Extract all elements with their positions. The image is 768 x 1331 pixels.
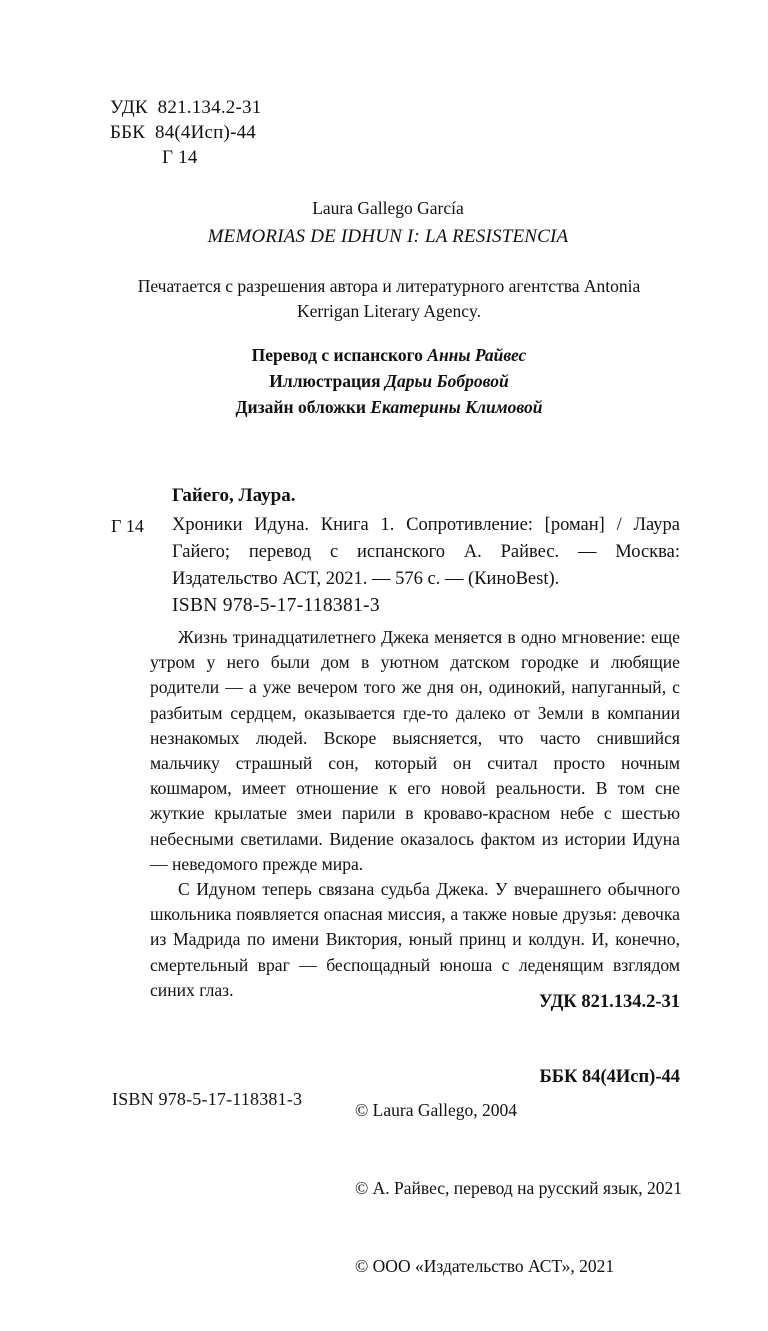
original-title: MEMORIAS DE IDHUN I: LA RESISTENCIA [207, 226, 569, 247]
udk-line: УДК 821.134.2-31 [110, 97, 262, 118]
copyright-block [355, 1045, 682, 1331]
cover-design-credit [112, 394, 666, 420]
original-edition-block [110, 196, 666, 250]
credits-block [112, 342, 666, 420]
copyright-line: © А. Райвес, перевод на русский язык, 2021 [355, 1178, 683, 1198]
cip-description: Хроники Идуна. Книга 1. Сопротивление: [роман] / Лаура Гайего; перевод с испанского А. Райвес. — Москва: Издательство АСТ, 2021. — 576 с. — (КиноBest). [172, 515, 680, 589]
isbn-primary: ISBN 978-5-17-118381-3 [172, 595, 380, 616]
illustration-credit [112, 368, 666, 394]
original-author: Laura Gallego García [312, 198, 464, 218]
bbk-line: ББК 84(4Исп)-44 [110, 122, 256, 143]
copyright-line: © ООО «Издательство АСТ», 2021 [355, 1256, 615, 1276]
cip-author-heading: Гайего, Лаура. [172, 485, 296, 506]
translator-name: Анны Райвес [427, 345, 527, 365]
illustrator-name: Дарьи Бобровой [384, 371, 509, 391]
illustration-label: Иллюстрация [269, 371, 385, 391]
annotation-paragraph: Жизнь тринадцатилетнего Джека меняется в одно мгновение: еще утром у него были дом в уютном датском городке и любящие родители — а уже вечером того же дня он, одинокий, напуганный, с разбитым сердцем, оказывается где-то далеко от Земли в компании незнакомых людей. Вскоре выясняется, что часто снившийся мальчику страшный сон, который он считал просто ночным кошмаром, имеет отношение к его новой реальности. В том сне жуткие крылатые змеи парили в кроваво-красном небе с шестью небесными светилами. Видение оказалось фактом из истории Идуна — неведомого прежде мира. [150, 627, 680, 874]
author-sign-line: Г 14 [162, 147, 198, 168]
cover-design-label: Дизайн обложки [235, 397, 371, 417]
udk-line: УДК 821.134.2-31 [538, 992, 680, 1012]
annotation-paragraph: С Идуном теперь связана судьба Джека. У вчерашнего обычного школьника появляется опасная миссия, а также новые друзья: девочка из Мадрида по имени Виктория, юный принц и колдун. И, конечно, смертельный враг — беспощадный юноша с леденящим взглядом синих глаз. [150, 879, 680, 1000]
copyright-line: © Laura Gallego, 2004 [355, 1100, 517, 1120]
bbk-line: ББК 84(4Исп)-44 [539, 1067, 680, 1087]
translation-label: Перевод с испанского [251, 345, 428, 365]
isbn-footer: ISBN 978-5-17-118381-3 [112, 1089, 303, 1109]
translation-credit [112, 342, 666, 368]
cip-author-sign: Г 14 [111, 516, 144, 536]
permission-note: Печатается с разрешения автора и литературного агентства Antonia Kerrigan Literary Agency. [137, 276, 641, 321]
udk-classification-top [110, 95, 261, 170]
cover-designer-name: Екатерины Климовой [370, 397, 543, 417]
